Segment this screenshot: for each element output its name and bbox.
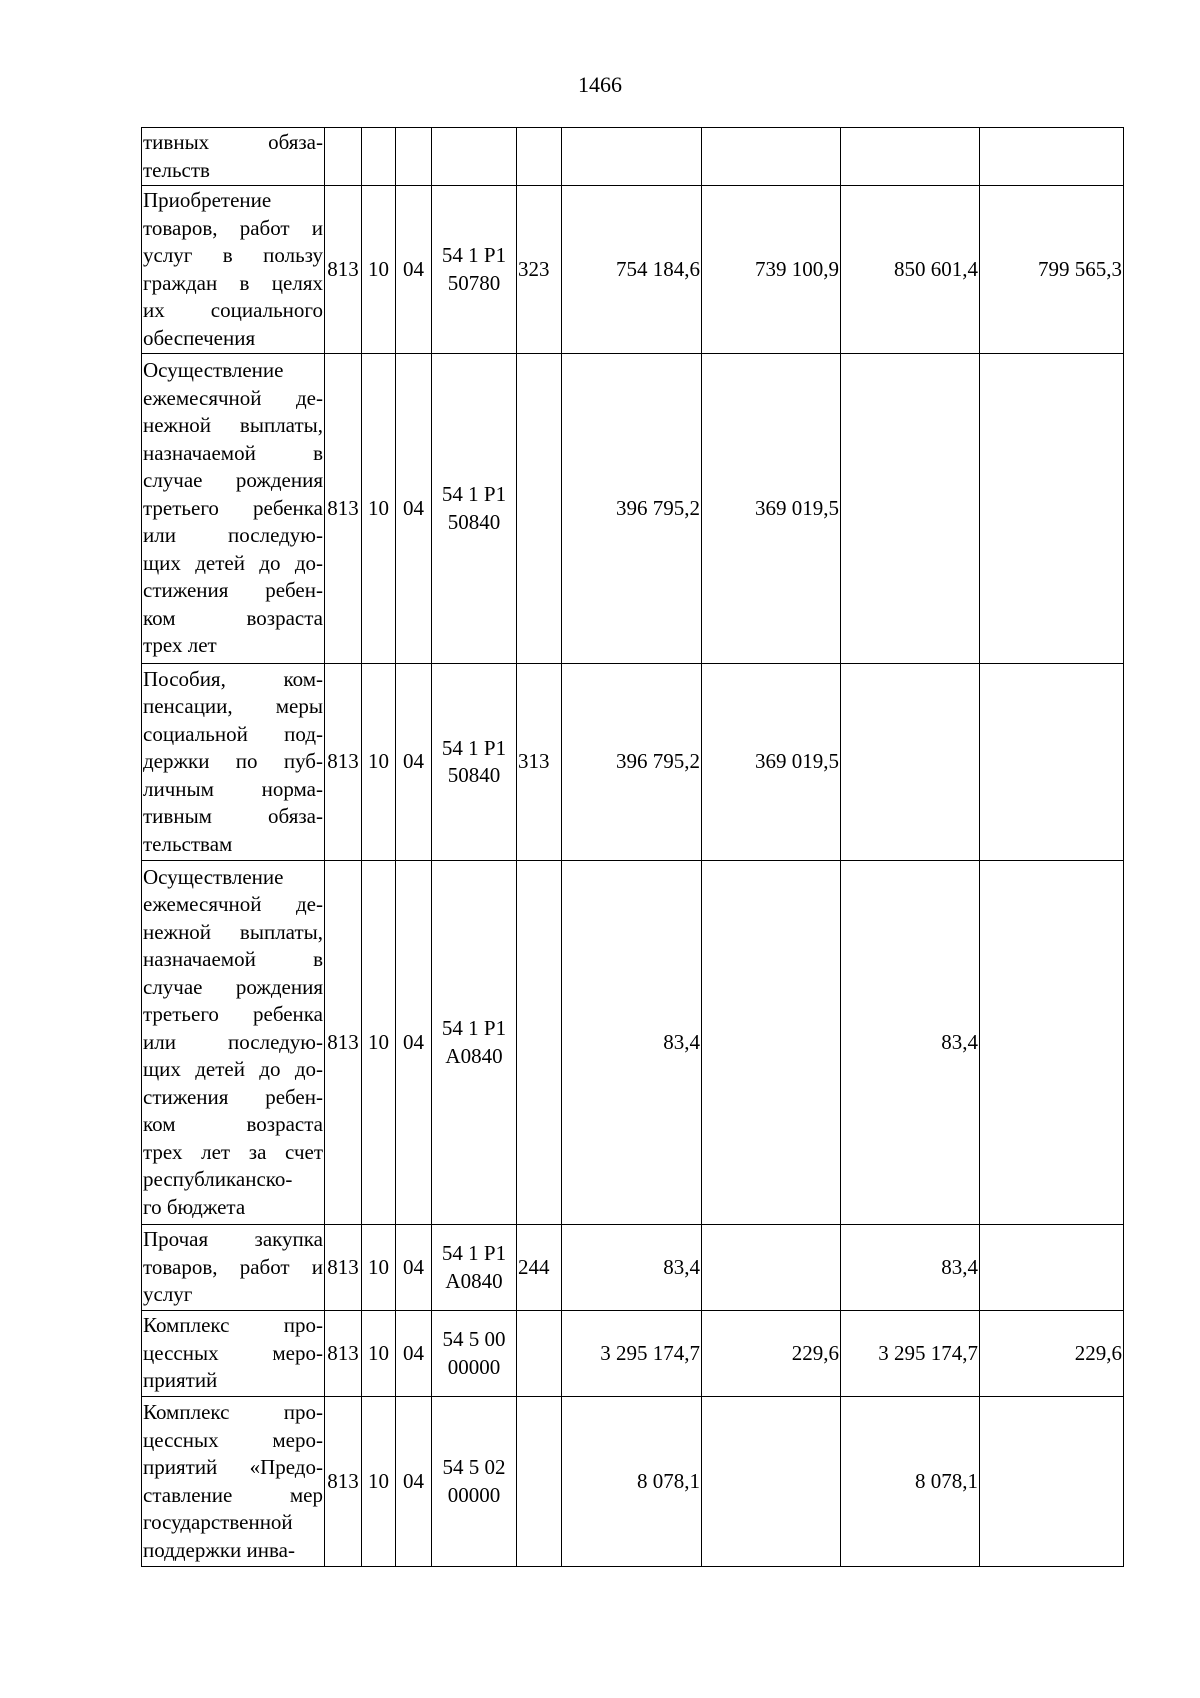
table-row [142, 186, 1124, 354]
pr-cell: 04 [396, 1225, 432, 1311]
value-cell-4 [980, 1225, 1124, 1311]
csr-cell [432, 1225, 517, 1311]
row-name-line: третьего ребенка [143, 495, 323, 520]
row-name-line: республиканско- [143, 1167, 293, 1192]
pr-cell: 04 [396, 861, 432, 1225]
row-name-line: или последую- [143, 523, 323, 548]
rz-cell: 10 [362, 186, 396, 354]
value-cell-4: 229,6 [980, 1311, 1124, 1397]
csr-cell [432, 354, 517, 664]
csr-line: 50840 [447, 763, 501, 787]
csr-cell [432, 1311, 517, 1397]
pr-cell: 04 [396, 354, 432, 664]
row-name-line: Приобретение [143, 188, 272, 212]
rz-cell [362, 128, 396, 186]
row-name-line: третьего ребенка [143, 1002, 323, 1027]
rz-cell: 10 [362, 1397, 396, 1567]
value-cell-4: 799 565,3 [980, 186, 1124, 354]
table-row [142, 354, 1124, 664]
row-name-line: пенсации, меры [143, 694, 323, 719]
row-name-line: ком возраста [143, 1112, 323, 1137]
value-cell-2: 369 019,5 [702, 354, 841, 664]
value-cell-4 [980, 1397, 1124, 1567]
row-name-line: нежной выплаты, [143, 919, 323, 944]
row-name-line: тивным обяза- [143, 804, 323, 829]
grbs-cell: 813 [325, 354, 362, 664]
row-name-line: обеспечения [143, 325, 256, 350]
row-name-cell [142, 664, 325, 861]
table-row [142, 1397, 1124, 1567]
row-name-cell [142, 1397, 325, 1567]
csr-line: 50780 [447, 270, 501, 295]
value-cell-4 [980, 354, 1124, 664]
vr-cell: 313 [517, 664, 562, 861]
value-cell-1: 8 078,1 [562, 1397, 702, 1567]
row-name-line: щих детей до до- [143, 550, 323, 575]
grbs-cell: 813 [325, 186, 362, 354]
row-name-line: назначаемой в [143, 440, 323, 465]
csr-line: 54 5 02 [442, 1455, 506, 1479]
value-cell-4 [980, 128, 1124, 186]
row-name-cell [142, 354, 325, 664]
value-cell-3 [841, 128, 980, 186]
value-cell-2: 739 100,9 [702, 186, 841, 354]
row-name-cell [142, 861, 325, 1225]
row-name-line: тельствам [143, 831, 233, 856]
row-name-line: держки по пуб- [143, 749, 323, 774]
csr-line: А0840 [445, 1043, 503, 1068]
pr-cell: 04 [396, 186, 432, 354]
row-name-line: цессных меро- [143, 1340, 323, 1365]
csr-line: 54 1 Р1 [441, 1241, 507, 1265]
vr-cell [517, 354, 562, 664]
row-name-line: приятий [143, 1368, 218, 1393]
table-row [142, 861, 1124, 1225]
csr-line: 50840 [447, 509, 501, 534]
row-name-line: социальной под- [143, 721, 323, 746]
vr-cell [517, 1311, 562, 1397]
row-name-line: ежемесячной де- [143, 892, 323, 917]
row-name-line: стижения ребен- [143, 578, 323, 603]
table-body [142, 128, 1124, 1567]
row-name-line: граждан в целях [143, 270, 323, 295]
row-name-line: Прочая закупка [143, 1227, 323, 1252]
grbs-cell: 813 [325, 1225, 362, 1311]
rz-cell: 10 [362, 1225, 396, 1311]
value-cell-2 [702, 128, 841, 186]
value-cell-2: 369 019,5 [702, 664, 841, 861]
row-name-cell [142, 1311, 325, 1397]
value-cell-3: 8 078,1 [841, 1397, 980, 1567]
grbs-cell: 813 [325, 861, 362, 1225]
table-row [142, 128, 1124, 186]
row-name-cell [142, 128, 325, 186]
row-name-line: товаров, работ и [143, 215, 323, 240]
csr-line: 54 1 Р1 [441, 1016, 507, 1040]
value-cell-1: 396 795,2 [562, 664, 702, 861]
value-cell-4 [980, 861, 1124, 1225]
value-cell-1: 3 295 174,7 [562, 1311, 702, 1397]
value-cell-1: 396 795,2 [562, 354, 702, 664]
csr-line: 54 1 Р1 [441, 243, 507, 267]
row-name-line: цессных меро- [143, 1427, 323, 1452]
vr-cell: 323 [517, 186, 562, 354]
grbs-cell [325, 128, 362, 186]
row-name-line: назначаемой в [143, 947, 323, 972]
row-name-line: Осуществление [143, 864, 284, 889]
vr-cell [517, 1397, 562, 1567]
row-name-line: случае рождения [143, 974, 323, 999]
csr-cell [432, 861, 517, 1225]
row-name-line: приятий «Предо- [143, 1455, 323, 1479]
pr-cell [396, 128, 432, 186]
value-cell-1 [562, 128, 702, 186]
row-name-line: нежной выплаты, [143, 413, 323, 438]
row-name-line: поддержки инва- [143, 1537, 295, 1562]
pr-cell: 04 [396, 1397, 432, 1567]
value-cell-2 [702, 861, 841, 1225]
row-name-line: услуг [143, 1282, 193, 1307]
row-name-line: стижения ребен- [143, 1084, 323, 1109]
rz-cell: 10 [362, 1311, 396, 1397]
row-name-line: тельств [143, 157, 210, 182]
row-name-line: личным норма- [143, 776, 323, 801]
row-name-cell [142, 1225, 325, 1311]
value-cell-3: 850 601,4 [841, 186, 980, 354]
row-name-line: товаров, работ и [143, 1254, 323, 1279]
vr-cell [517, 128, 562, 186]
table-row [142, 1311, 1124, 1397]
csr-cell [432, 186, 517, 354]
row-name-line: государственной [143, 1510, 293, 1534]
value-cell-3: 83,4 [841, 1225, 980, 1311]
value-cell-3: 83,4 [841, 861, 980, 1225]
value-cell-1: 83,4 [562, 861, 702, 1225]
csr-cell [432, 664, 517, 861]
value-cell-3 [841, 354, 980, 664]
row-name-line: Комплекс про- [143, 1400, 323, 1424]
value-cell-2 [702, 1397, 841, 1567]
rz-cell: 10 [362, 861, 396, 1225]
value-cell-4 [980, 664, 1124, 861]
value-cell-2: 229,6 [702, 1311, 841, 1397]
row-name-line: Пособия, ком- [143, 666, 323, 691]
row-name-line: трех лет [143, 633, 217, 658]
row-name-line: услуг в пользу [143, 243, 323, 267]
value-cell-3 [841, 664, 980, 861]
value-cell-3: 3 295 174,7 [841, 1311, 980, 1397]
row-name-line: ком возраста [143, 605, 323, 630]
page-number: 1466 [578, 72, 622, 97]
csr-cell [432, 128, 517, 186]
csr-line: А0840 [445, 1268, 503, 1293]
row-name-line: Комплекс про- [143, 1313, 323, 1338]
pr-cell: 04 [396, 664, 432, 861]
pr-cell: 04 [396, 1311, 432, 1397]
csr-line: 00000 [447, 1354, 501, 1379]
row-name-line: тивных обяза- [143, 130, 323, 154]
row-name-line: ставление мер [143, 1482, 323, 1507]
csr-line: 54 5 00 [442, 1327, 506, 1351]
grbs-cell: 813 [325, 1397, 362, 1567]
row-name-line: их социального [143, 298, 323, 322]
row-name-line: Осуществление [143, 358, 284, 383]
row-name-line: или последую- [143, 1029, 323, 1054]
vr-cell: 244 [517, 1225, 562, 1311]
row-name-line: го бюджета [143, 1194, 246, 1219]
value-cell-1: 754 184,6 [562, 186, 702, 354]
vr-cell [517, 861, 562, 1225]
table-row [142, 664, 1124, 861]
rz-cell: 10 [362, 354, 396, 664]
row-name-line: случае рождения [143, 468, 323, 493]
grbs-cell: 813 [325, 664, 362, 861]
table-row [142, 1225, 1124, 1311]
budget-table [141, 127, 1124, 1567]
csr-line: 54 1 Р1 [441, 482, 507, 506]
csr-line: 54 1 Р1 [441, 735, 507, 760]
row-name-line: щих детей до до- [143, 1057, 323, 1082]
value-cell-1: 83,4 [562, 1225, 702, 1311]
row-name-line: ежемесячной де- [143, 385, 323, 410]
row-name-line: трех лет за счет [143, 1139, 323, 1164]
rz-cell: 10 [362, 664, 396, 861]
grbs-cell: 813 [325, 1311, 362, 1397]
row-name-cell [142, 186, 325, 354]
value-cell-2 [702, 1225, 841, 1311]
csr-line: 00000 [447, 1482, 501, 1507]
csr-cell [432, 1397, 517, 1567]
